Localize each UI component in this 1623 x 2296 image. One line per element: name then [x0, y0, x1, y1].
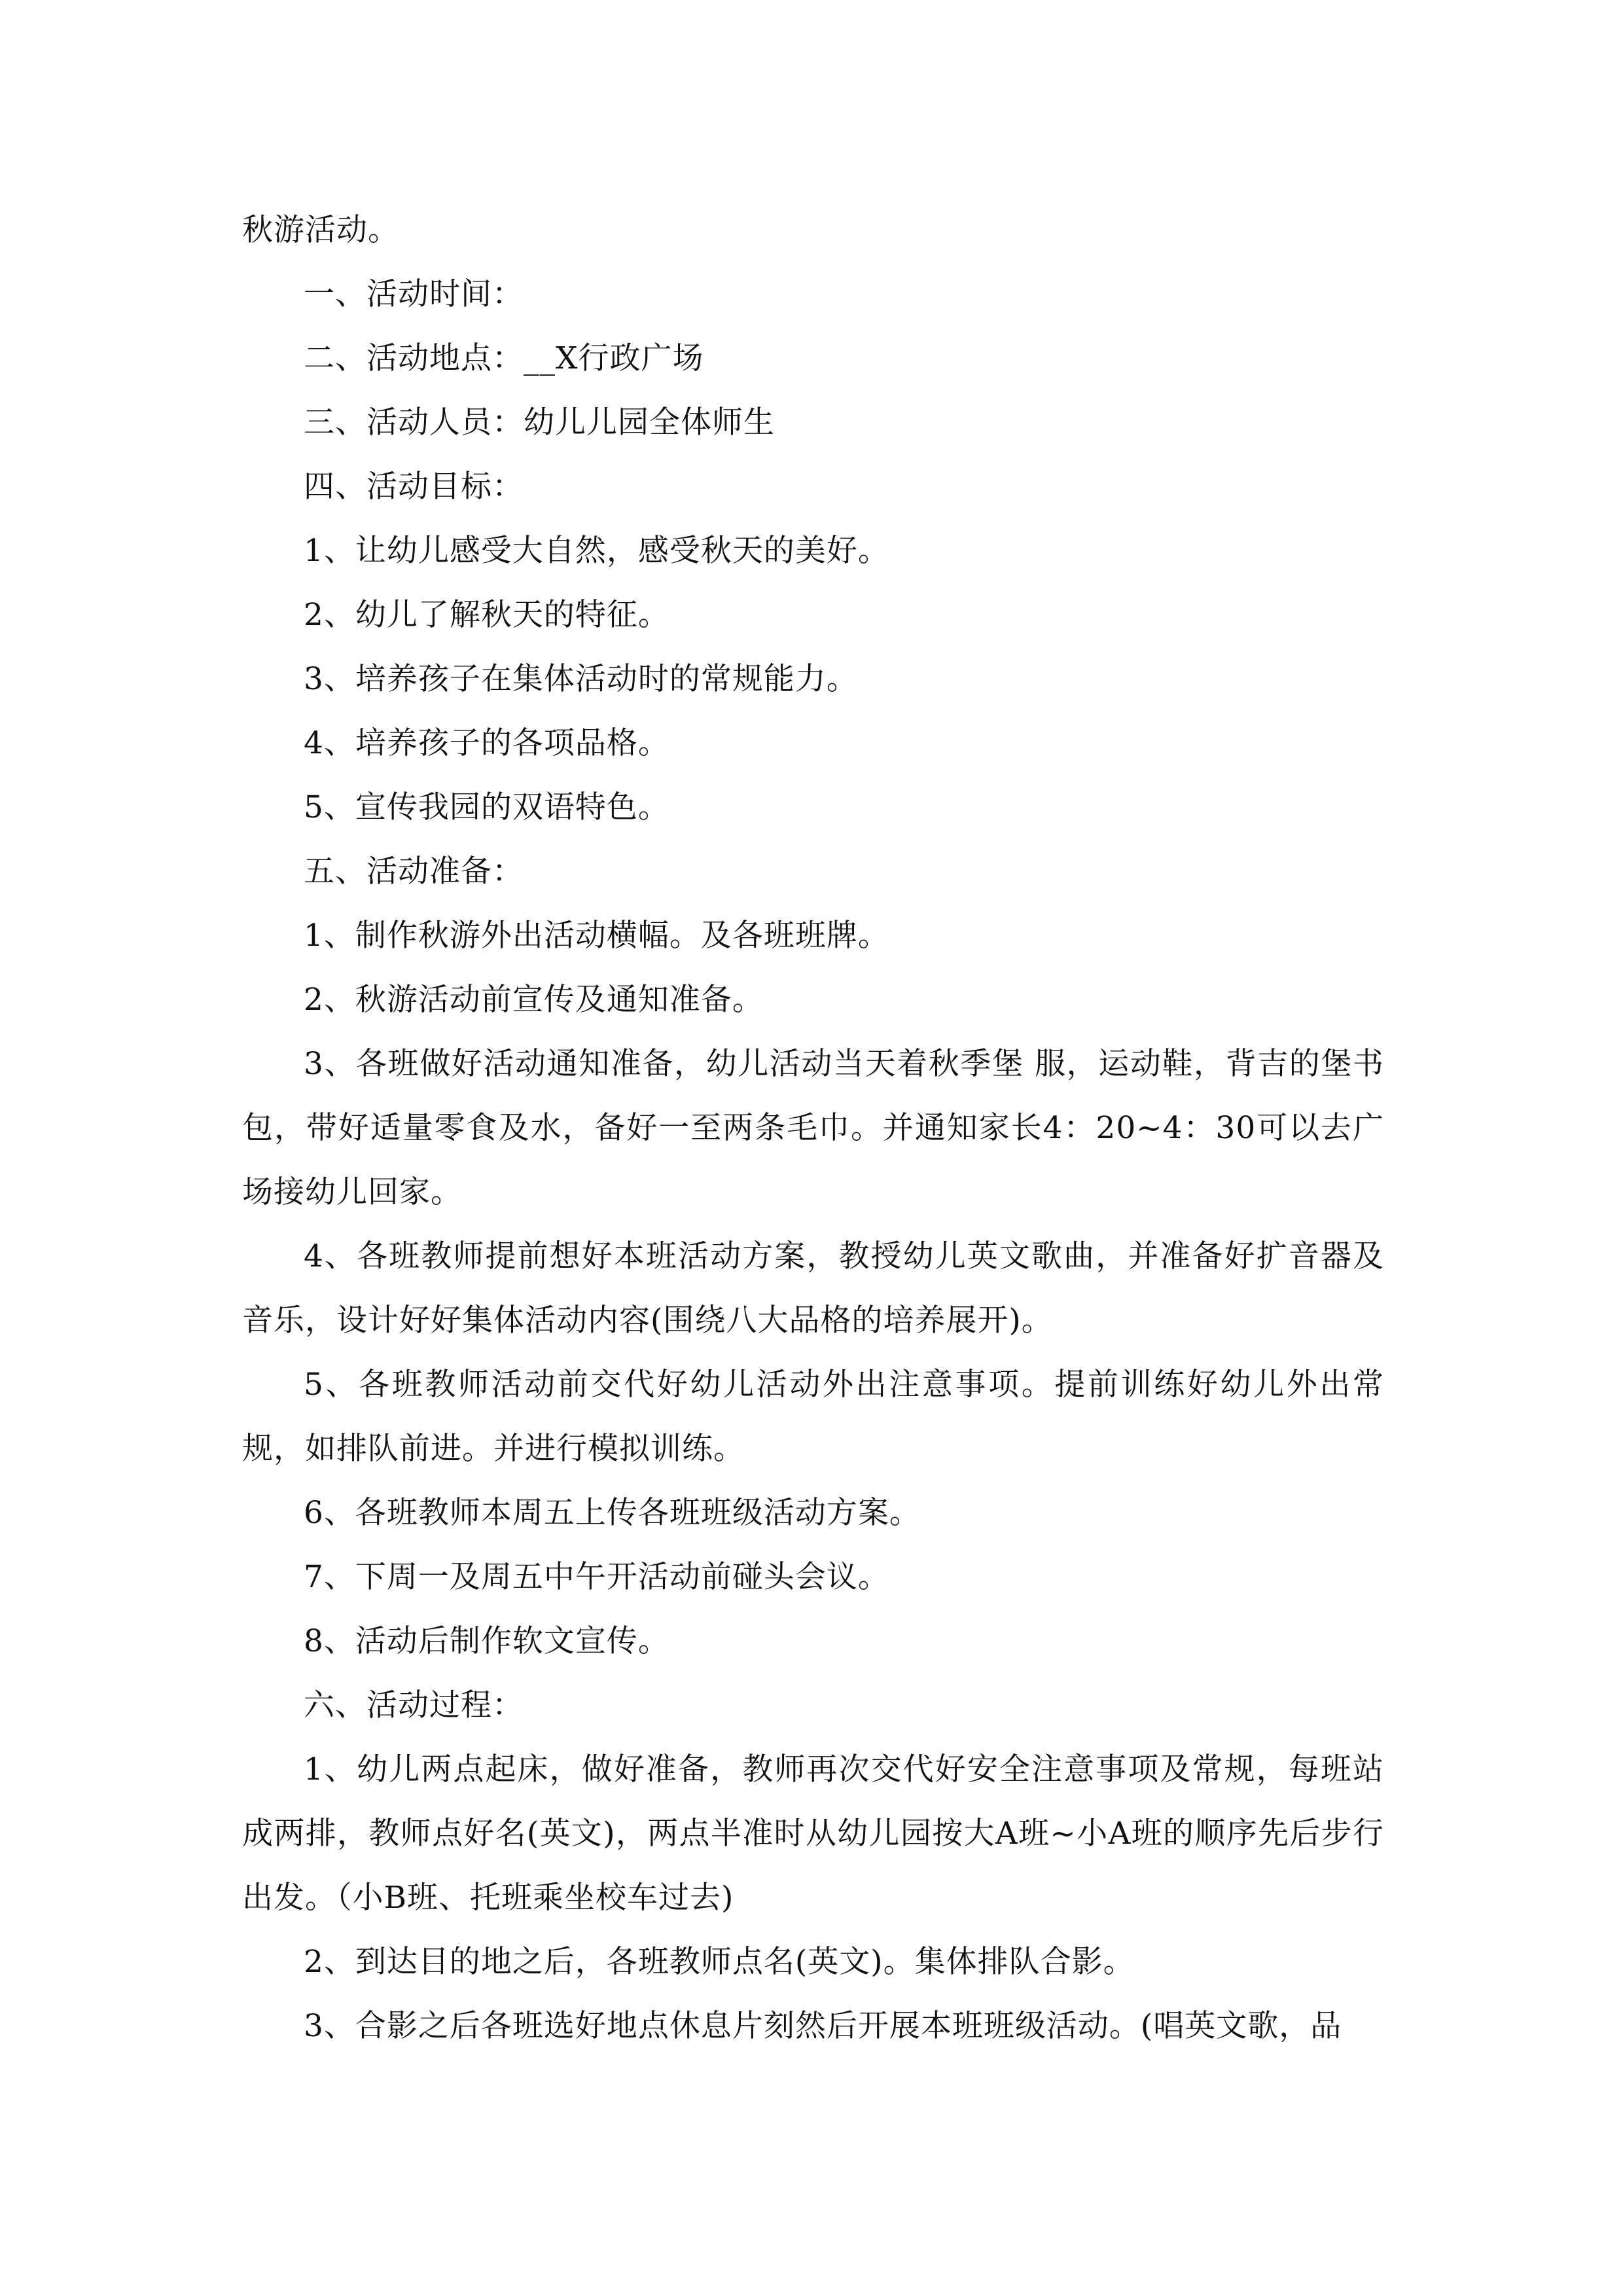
heading-activity-time: 一、活动时间：: [304, 276, 524, 312]
goal-item-3: 3、培养孩子在集体活动时的常规能力。: [304, 661, 858, 697]
heading-activity-preparation: 五、活动准备：: [304, 853, 524, 889]
goal-item-4: 4、培养孩子的各项品格。: [304, 725, 669, 761]
process-item-3: 3、合影之后各班选好地点休息片刻然后开展本班班级活动。(唱英文歌，品: [304, 2008, 1342, 2044]
prep-item-5: 5、各班教师活动前交代好幼儿活动外出注意事项。提前训练好幼儿外出常规，如排队前进。并进行模拟训练。: [242, 1367, 1384, 1467]
prep-item-6: 6、各班教师本周五上传各班班级活动方案。: [304, 1495, 921, 1531]
goal-item-2: 2、幼儿了解秋天的特征。: [304, 597, 669, 633]
goal-item-5: 5、宣传我园的双语特色。: [304, 789, 669, 825]
heading-activity-location: 二、活动地点：__X行政广场: [304, 340, 704, 376]
heading-activity-process: 六、活动过程：: [304, 1687, 524, 1723]
prep-item-1: 1、制作秋游外出活动横幅。及各班班牌。: [304, 918, 889, 954]
heading-activity-participants: 三、活动人员：幼儿儿园全体师生: [304, 404, 775, 440]
prep-item-2: 2、秋游活动前宣传及通知准备。: [304, 982, 764, 1018]
prep-item-3: 3、各班做好活动通知准备，幼儿活动当天着秋季堡 服，运动鞋，背吉的堡书包，带好适量零食及水，备好一至两条毛巾。并通知家长4：20~4：30可以去广场接幼儿回家。: [242, 1046, 1384, 1210]
goal-item-1: 1、让幼儿感受大自然，感受秋天的美好。: [304, 533, 889, 569]
prep-item-8: 8、活动后制作软文宣传。: [304, 1623, 669, 1659]
prep-item-7: 7、下周一及周五中午开活动前碰头会议。: [304, 1559, 889, 1595]
process-item-2: 2、到达目的地之后，各班教师点名(英文)。集体排队合影。: [304, 1944, 1135, 1980]
heading-activity-goals: 四、活动目标：: [304, 469, 524, 505]
paragraph-intro-fragment: 秋游活动。: [242, 212, 399, 248]
prep-item-4: 4、各班教师提前想好本班活动方案，教授幼儿英文歌曲，并准备好扩音器及音乐，设计好好集体活动内容(围绕八大品格的培养展开)。: [242, 1238, 1384, 1338]
process-item-1: 1、幼儿两点起床，做好准备，教师再次交代好安全注意事项及常规，每班站成两排，教师点好名(英文)，两点半准时从幼儿园按大A班~小A班的顺序先后步行出发。（小B班、托班乘坐校车过去): [242, 1751, 1384, 1916]
